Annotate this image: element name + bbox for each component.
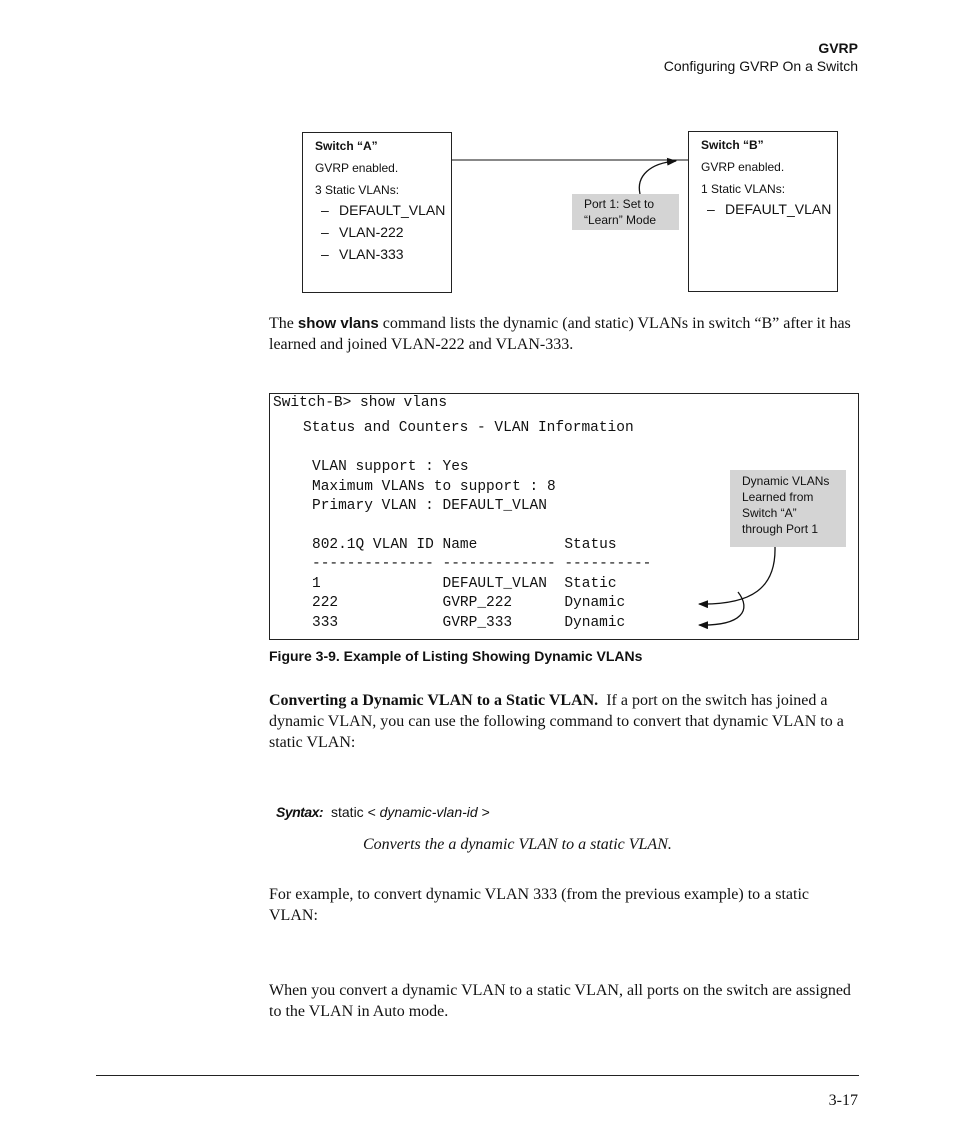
switch-a-static-count: 3 Static VLANs: — [315, 183, 400, 197]
running-header-subtitle: Configuring GVRP On a Switch — [663, 58, 858, 74]
arrow-to-vlan-333 — [699, 592, 744, 625]
terminal-line: Status and Counters - VLAN Information — [303, 420, 634, 436]
terminal-line: 802.1Q VLAN ID Name Status — [312, 537, 617, 553]
terminal-line: 1 DEFAULT_VLAN Static — [312, 576, 617, 592]
switch-b-title: Switch “B” — [701, 138, 764, 152]
callout-line: Dynamic VLANs — [742, 474, 830, 488]
list-item: – DEFAULT_VLAN — [707, 198, 837, 220]
terminal-line: 333 GVRP_333 Dynamic — [312, 615, 626, 631]
converting-heading: Converting a Dynamic VLAN to a Static VLAN. — [269, 692, 599, 709]
closing-paragraph: When you convert a dynamic VLAN to a static VLAN, all ports on the switch are assigned to the VLAN in Auto mode. — [269, 982, 851, 1020]
callout-line: through Port 1 — [742, 522, 819, 536]
intro-prefix: The — [269, 315, 298, 332]
footer-rule — [96, 1075, 859, 1076]
syntax-parameter: dynamic-vlan-id — [379, 804, 478, 820]
page-number: 3-17 — [828, 1092, 858, 1109]
terminal-line: -------------- ------------- ---------- — [312, 556, 652, 572]
syntax-description: Converts the a dynamic VLAN to a static VLAN. — [363, 836, 672, 853]
figure-caption: Figure 3-9. Example of Listing Showing Dynamic VLANs — [269, 648, 643, 664]
terminal-line: 222 GVRP_222 Dynamic — [312, 595, 626, 611]
terminal-line: Maximum VLANs to support : 8 — [312, 479, 556, 495]
port-callout-line2: “Learn” Mode — [584, 213, 657, 227]
callout-line: Switch “A” — [742, 506, 797, 520]
show-vlans-command: show vlans — [297, 315, 379, 332]
converting-paragraph — [269, 690, 861, 753]
list-item: – VLAN-222 — [321, 221, 451, 243]
list-item: – DEFAULT_VLAN — [321, 199, 451, 221]
callout-line: Learned from — [742, 490, 814, 504]
arrow-to-vlan-222 — [699, 547, 775, 604]
switch-a-gvrp: GVRP enabled. — [315, 161, 399, 175]
terminal-line: Primary VLAN : DEFAULT_VLAN — [312, 498, 547, 514]
syntax-command-prefix: static < — [331, 804, 380, 820]
intro-suffix: command lists the dynamic (and static) VLANs in switch “B” after it has learned and joined VLAN-222 and VLAN-333. — [269, 315, 851, 353]
syntax-command — [331, 804, 490, 820]
list-item: – VLAN-333 — [321, 243, 451, 265]
switch-b-gvrp: GVRP enabled. — [701, 160, 785, 174]
terminal-line: Switch-B> show vlans — [273, 395, 448, 411]
syntax-command-suffix: > — [477, 804, 490, 820]
switch-b-static-count: 1 Static VLANs: — [701, 182, 786, 196]
switch-a-title: Switch “A” — [315, 139, 378, 153]
terminal-line: VLAN support : Yes — [312, 459, 469, 475]
port-callout-line1: Port 1: Set to — [584, 197, 655, 211]
running-header-title: GVRP — [818, 40, 858, 56]
example-paragraph: For example, to convert dynamic VLAN 333 (from the previous example) to a static VLAN: — [269, 886, 809, 924]
syntax-label: Syntax: — [276, 804, 324, 820]
converting-body: If a port on the switch has joined a dynamic VLAN, you can use the following command to convert that dynamic VLAN to a static VLAN: — [269, 692, 844, 751]
